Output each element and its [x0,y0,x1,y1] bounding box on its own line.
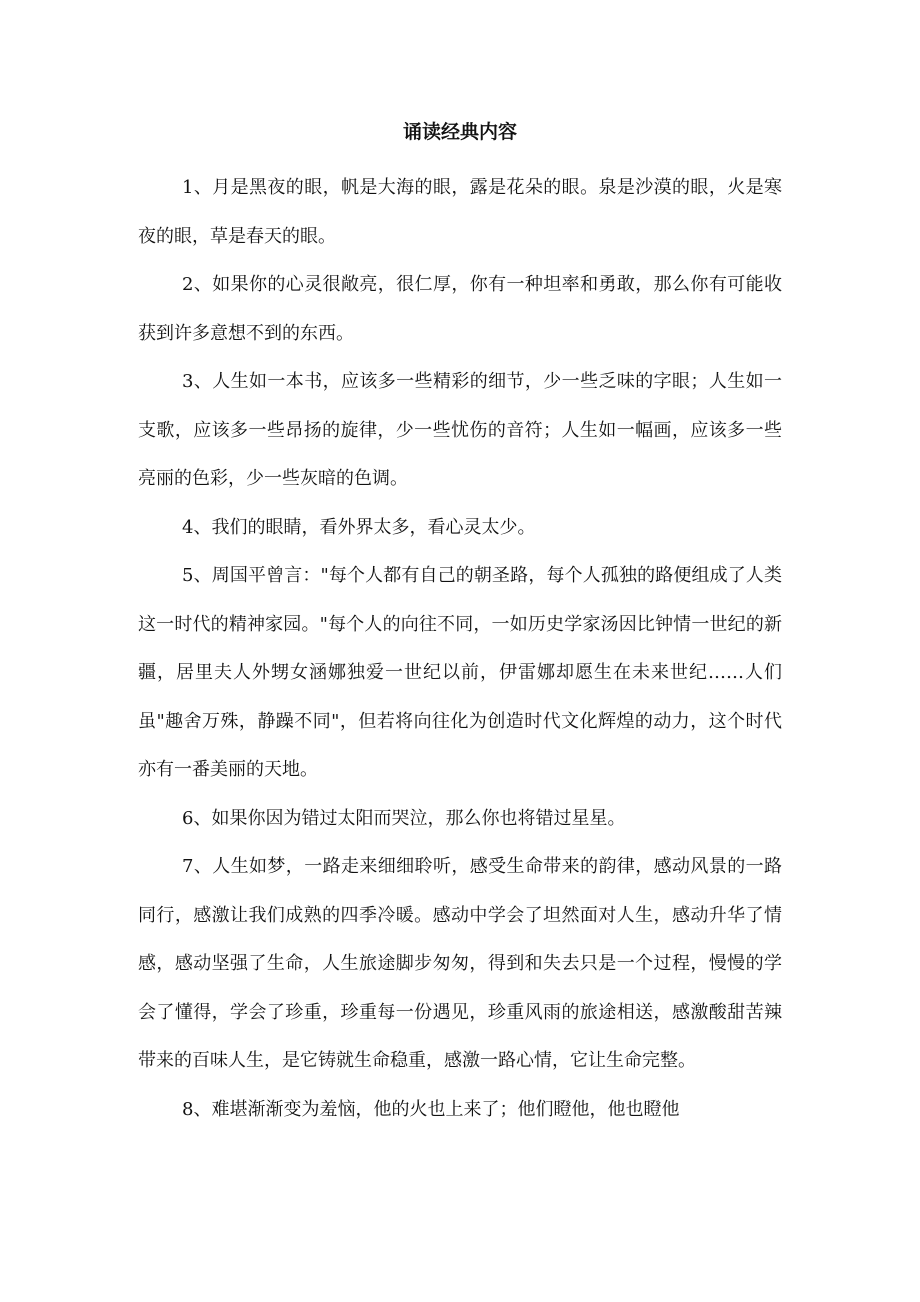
document-title: 诵读经典内容 [402,121,517,143]
paragraph-1: 1、月是黑夜的眼，帆是大海的眼，露是花朵的眼。泉是沙漠的眼，火是寒夜的眼，草是春天的眼。 [138,177,782,247]
paragraph-3: 3、人生如一本书，应该多一些精彩的细节，少一些乏味的字眼；人生如一支歌，应该多一些昂扬的旋律，少一些忧伤的音符；人生如一幅画，应该多一些亮丽的色彩，少一些灰暗的色调。 [138,371,782,489]
paragraph-8: 8、难堪渐渐变为羞恼，他的火也上来了；他们瞪他，他也瞪他 [182,1098,680,1120]
paragraph-6: 6、如果你因为错过太阳而哭泣，那么你也将错过星星。 [182,807,626,829]
paragraph-4: 4、我们的眼睛，看外界太多，看心灵太少。 [182,516,536,538]
paragraph-7: 7、人生如梦，一路走来细细聆听，感受生命带来的韵律，感动风景的一路同行，感激让我们成熟的四季冷暖。感动中学会了坦然面对人生，感动升华了情感，感动坚强了生命，人生旅途脚步匆匆，得到和失去只是一个过程，慢慢的学会了懂得，学会了珍重，珍重每一份遇见，珍重风雨的旅途相送，感激酸甜苦辣带来的百味人生，是它铸就生命稳重，感激一路心情，它让生命完整。 [138,856,782,1071]
paragraph-5: 5、周国平曾言："每个人都有自己的朝圣路，每个人孤独的路便组成了人类这一时代的精神家园。"每个人的向往不同，一如历史学家汤因比钟情一世纪的新疆，居里夫人外甥女涵娜独爱一世纪以前，伊雷娜却愿生在未来世纪……人们虽"趣舍万殊，静躁不同"，但若将向往化为创造时代文化辉煌的动力，这个时代亦有一番美丽的天地。 [138,565,782,780]
paragraph-2: 2、如果你的心灵很敞亮，很仁厚，你有一种坦率和勇敢，那么你有可能收获到许多意想不到的东西。 [138,274,782,344]
